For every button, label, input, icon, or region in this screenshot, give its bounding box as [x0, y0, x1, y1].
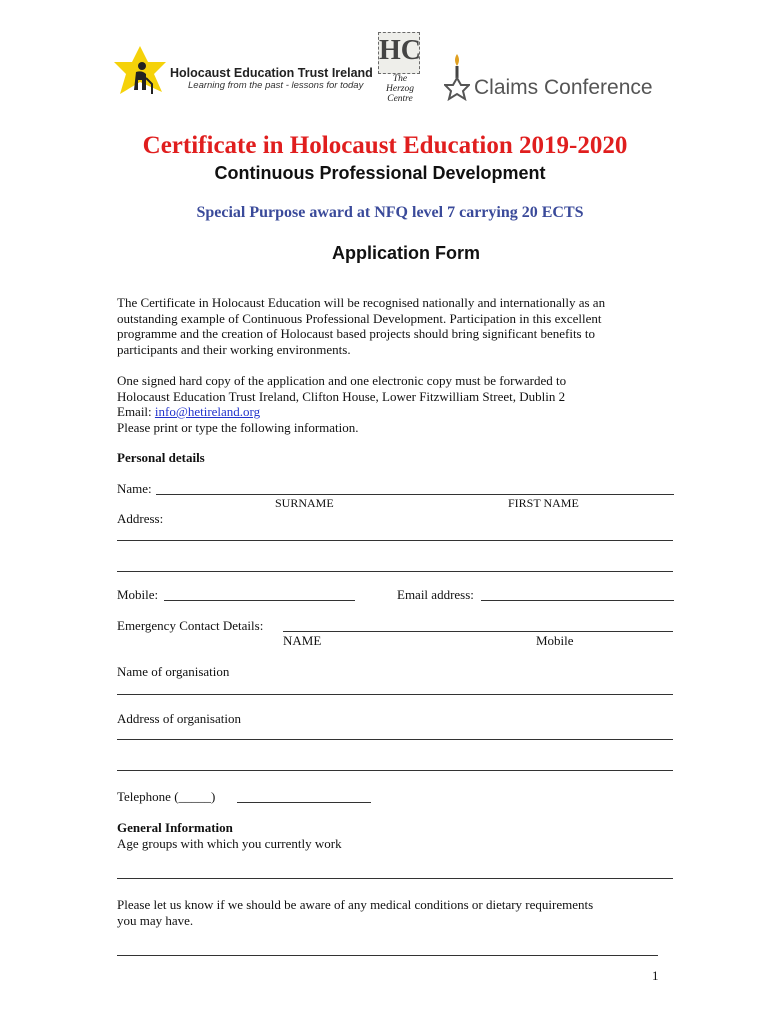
org-name-label: Name of organisation — [117, 664, 230, 679]
email-label: Email: — [117, 404, 155, 419]
instruction-address: Holocaust Education Trust Ireland, Clifton House, Lower Fitzwilliam Street, Dublin 2 — [117, 388, 566, 404]
age-groups-input-line[interactable] — [117, 878, 673, 879]
logo-bar — [110, 30, 670, 110]
intro-paragraph — [117, 295, 662, 357]
medical-input-line[interactable] — [117, 955, 658, 956]
general-info-heading: General Information — [117, 820, 233, 835]
medical-line-2: you may have. — [117, 913, 194, 928]
first-name-caption: FIRST NAME — [508, 496, 579, 510]
herzog-centre-logo — [374, 32, 424, 108]
page-number: 1 — [652, 968, 659, 983]
intro-line: programme and the creation of Holocaust based projects should bring significant benefits to — [117, 326, 595, 341]
submission-instructions — [117, 373, 662, 435]
telephone-area-code[interactable]: (_____) — [174, 789, 216, 804]
instruction-email — [117, 404, 662, 420]
application-form-title: Application Form — [332, 243, 480, 263]
claims-conference-logo-text: Claims Conference — [474, 76, 653, 99]
address-input-line-2[interactable] — [117, 571, 673, 572]
telephone-label-text: Telephone — [117, 789, 171, 804]
emergency-mobile-caption: Mobile — [536, 633, 574, 648]
name-label: Name: — [117, 481, 152, 496]
surname-caption: SURNAME — [275, 496, 334, 510]
candle-star-logo-icon — [444, 52, 470, 104]
mobile-label: Mobile: — [117, 587, 159, 602]
age-groups-label: Age groups with which you currently work — [117, 836, 342, 851]
personal-details-heading: Personal details — [117, 450, 205, 465]
star-figure-logo-icon — [110, 44, 170, 104]
email-link[interactable]: info@hetireland.org — [154, 404, 261, 419]
email-address-label: Email address: — [397, 587, 474, 602]
herzog-logo-text: The Herzog Centre — [386, 74, 414, 104]
het-logo-tagline: Learning from the past - lessons for today — [188, 80, 364, 91]
award-subtitle: Special Purpose award at NFQ level 7 carrying 20 ECTS — [196, 204, 584, 221]
telephone-label — [117, 789, 215, 805]
emergency-name-caption: NAME — [283, 633, 322, 648]
email-address-input-line[interactable] — [481, 600, 674, 601]
cpd-subtitle: Continuous Professional Development — [214, 163, 546, 183]
address-input-line-1[interactable] — [117, 540, 673, 541]
instruction-line: Please print or type the following information. — [117, 419, 359, 435]
instruction-line: One signed hard copy of the application and one electronic copy must be forwarded to — [117, 373, 567, 388]
address-label: Address: — [117, 511, 164, 526]
telephone-input-line[interactable] — [237, 802, 371, 803]
het-logo-name: Holocaust Education Trust Ireland — [170, 66, 373, 80]
org-address-input-line-2[interactable] — [117, 770, 673, 771]
org-address-label: Address of organisation — [117, 711, 241, 726]
intro-line: The Certificate in Holocaust Education will be recognised nationally and internationally as an — [117, 295, 606, 310]
emergency-contact-input-line[interactable] — [283, 631, 673, 632]
medical-line-1: Please let us know if we should be aware of any medical conditions or dietary requirements — [117, 897, 594, 912]
intro-line: participants and their working environments. — [117, 341, 351, 357]
name-input-line[interactable] — [156, 494, 674, 495]
hc-monogram-logo-icon: HC — [378, 32, 420, 74]
org-address-input-line-1[interactable] — [117, 739, 673, 740]
emergency-contact-label: Emergency Contact Details: — [117, 618, 264, 633]
intro-line: outstanding example of Continuous Professional Development. Participation in this excellent — [117, 310, 602, 326]
certificate-title: Certificate in Holocaust Education 2019-2020 — [142, 132, 628, 159]
org-name-input-line[interactable] — [117, 694, 673, 695]
mobile-input-line[interactable] — [164, 600, 355, 601]
